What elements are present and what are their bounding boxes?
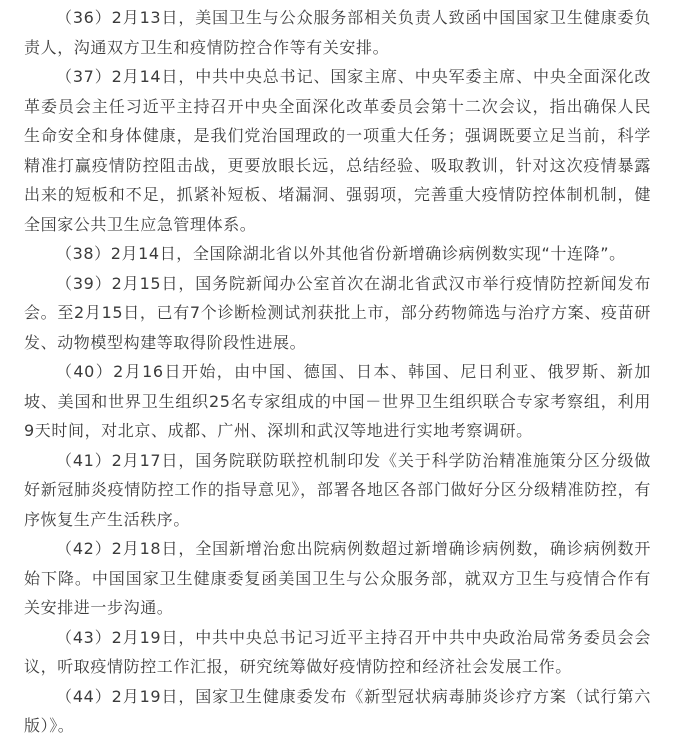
paragraph-item-40: （40）2月16日开始，由中国、德国、日本、韩国、尼日利亚、俄罗斯、新加坡、美国和世界卫生组织25名专家组成的中国－世界卫生组织联合专家考察组，利用9天时间，对北京、成都、广州、深圳和武汉等地进行实地考察调研。 — [24, 362, 651, 440]
paragraph-item-42: （42）2月18日，全国新增治愈出院病例数超过新增确诊病例数，确诊病例数开始下降。中国国家卫生健康委复函美国卫生与公众服务部，就双方卫生与疫情合作有关安排进一步沟通。 — [24, 539, 651, 617]
paragraph-item-43: （43）2月19日，中共中央总书记习近平主持召开中共中央政治局常务委员会会议，听取疫情防控工作汇报，研究统筹做好疫情防控和经济社会发展工作。 — [24, 627, 651, 676]
paragraph-item-41: （41）2月17日，国务院联防联控机制印发《关于科学防治精准施策分区分级做好新冠肺炎疫情防控工作的指导意见》，部署各地区各部门做好分区分级精准防控，有序恢复生产生活秩序。 — [24, 450, 651, 529]
paragraph-item-37: （37）2月14日，中共中央总书记、国家主席、中央军委主席、中央全面深化改革委员会主任习近平主持召开中央全面深化改革委员会第十二次会议，指出确保人民生命安全和身体健康，是我们党治国理政的一项重大任务；强调既要立足当前，科学精准打赢疫情防控阻击战，更要放眼长远，总结经验、吸取教训，针对这次疫情暴露出来的短板和不足，抓紧补短板、堵漏洞、强弱项，完善重大疫情防控体制机制，健全国家公共卫生应急管理体系。 — [24, 67, 651, 234]
paragraph-item-36: （36）2月13日，美国卫生与公众服务部相关负责人致函中国国家卫生健康委负责人，沟通双方卫生和疫情防控合作等有关安排。 — [24, 8, 651, 57]
paragraph-item-39: （39）2月15日，国务院新闻办公室首次在湖北省武汉市举行疫情防控新闻发布会。至2月15日，已有7个诊断检测试剂获批上市，部分药物筛选与治疗方案、疫苗研发、动物模型构建等取得阶段性进展。 — [24, 273, 651, 352]
paragraph-item-38: （38）2月14日，全国除湖北省以外其他省份新增确诊病例数实现“十连降”。 — [56, 244, 626, 263]
paragraph-item-44: （44）2月19日，国家卫生健康委发布《新型冠状病毒肺炎诊疗方案（试行第六版）》。 — [24, 686, 651, 735]
